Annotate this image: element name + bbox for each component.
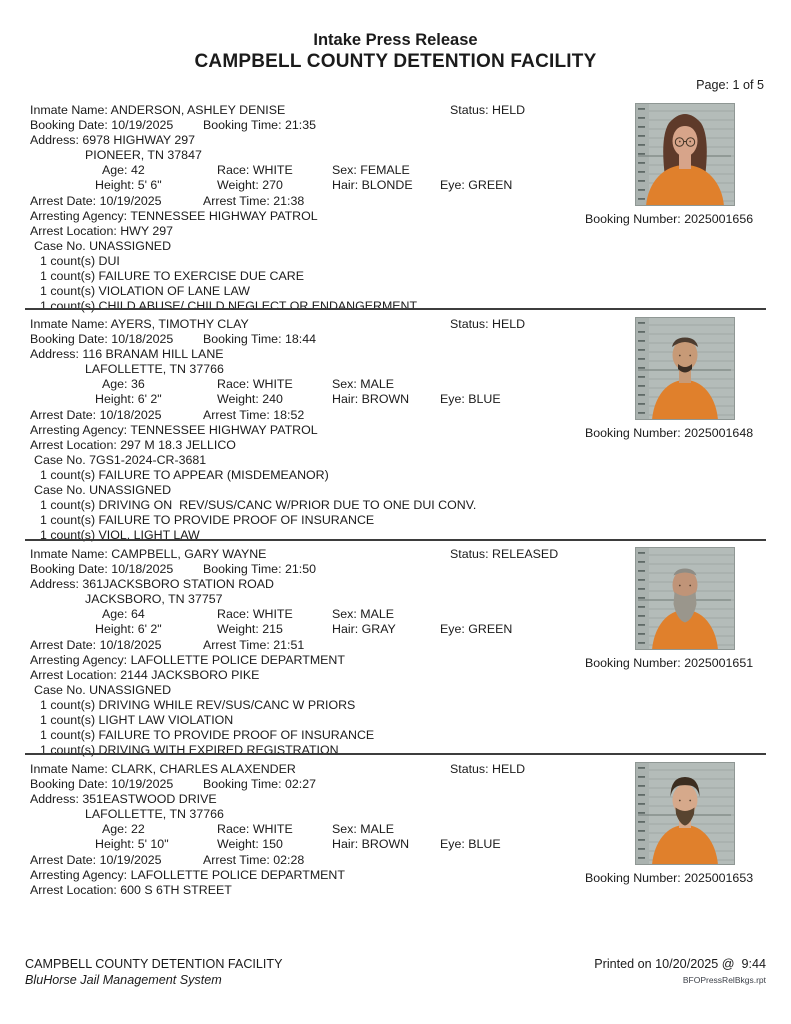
hair-value: BROWN <box>361 837 410 852</box>
height <box>95 392 162 406</box>
hair-label: Hair: <box>332 622 359 637</box>
address-line1-value: 361JACKSBORO STATION ROAD <box>82 577 274 592</box>
mugshot-image <box>635 103 735 206</box>
inmate-name <box>30 547 266 561</box>
booking-number-value: 2025001653 <box>684 871 754 885</box>
hair-label: Hair: <box>332 178 359 193</box>
charge-count-row <box>25 743 766 758</box>
booking-time-value: 21:35 <box>284 118 316 133</box>
arrest-location-value: 2144 JACKSBORO PIKE <box>120 667 260 682</box>
race-label: Race: <box>217 163 250 178</box>
location-row <box>25 438 766 453</box>
status <box>450 547 558 561</box>
mugshot-image <box>635 547 735 650</box>
arrest-location <box>30 668 259 682</box>
eye-label: Eye: <box>440 392 465 407</box>
arrest-date-value: 10/18/2025 <box>99 637 162 652</box>
arrest-location-label: Arrest Location: <box>30 223 117 238</box>
height-value: 5' 10" <box>137 837 169 852</box>
case-number-row <box>25 483 766 498</box>
race-value: WHITE <box>252 607 293 622</box>
inmate-name-label: Inmate Name: <box>30 762 108 776</box>
address <box>30 577 274 591</box>
sex-label: Sex: <box>332 163 357 178</box>
race <box>217 822 293 836</box>
mugshot-photo <box>635 547 735 650</box>
booking-date-label: Booking Date: <box>30 562 108 577</box>
eye <box>440 392 501 406</box>
eye-value: GREEN <box>468 178 513 193</box>
height-value: 6' 2" <box>137 392 162 407</box>
address <box>30 133 195 147</box>
booking-date <box>30 332 173 346</box>
booking-date <box>30 118 173 132</box>
height-value: 6' 2" <box>137 622 162 637</box>
inmate-name-value: ANDERSON, ASHLEY DENISE <box>110 103 286 117</box>
weight-value: 240 <box>262 392 283 407</box>
charge-count-row <box>25 698 766 713</box>
location-row <box>25 224 766 239</box>
hair-value: GRAY <box>361 622 396 637</box>
arrest-date-value: 10/19/2025 <box>99 193 162 208</box>
record-divider <box>25 308 766 310</box>
arrest-date <box>30 194 162 208</box>
status-label: Status: <box>450 317 489 331</box>
age-label: Age: <box>102 822 128 837</box>
sex-value: FEMALE <box>360 163 410 178</box>
arrest-date-value: 10/18/2025 <box>99 407 162 422</box>
eye-label: Eye: <box>440 837 465 852</box>
address-line2-value: LAFOLLETTE, TN 37766 <box>85 807 224 822</box>
hair <box>332 392 409 406</box>
case-number: Case No. UNASSIGNED <box>34 483 172 498</box>
booking-date-value: 10/19/2025 <box>111 777 174 792</box>
arrest-location-label: Arrest Location: <box>30 882 117 897</box>
charges-list <box>25 453 766 544</box>
height <box>95 178 162 192</box>
sex <box>332 377 394 391</box>
arresting-agency-value: LAFOLLETTE POLICE DEPARTMENT <box>130 867 345 882</box>
height-label: Height: <box>95 837 135 852</box>
arrest-location-value: 297 M 18.3 JELLICO <box>120 437 236 452</box>
arresting-agency <box>30 209 318 223</box>
age-value: 42 <box>130 163 145 178</box>
footer-printed: Printed on 10/20/2025 @ 9:44 <box>594 957 766 971</box>
eye <box>440 178 512 192</box>
booking-time-label: Booking Time: <box>203 332 282 347</box>
age-label: Age: <box>102 163 128 178</box>
age <box>102 822 145 836</box>
arrest-date-label: Arrest Date: <box>30 407 97 422</box>
age-value: 36 <box>130 377 145 392</box>
inmate-record <box>25 314 766 543</box>
weight-value: 215 <box>262 622 283 637</box>
eye-label: Eye: <box>440 622 465 637</box>
booking-date-label: Booking Date: <box>30 118 108 133</box>
case-number: Case No. 7GS1-2024-CR-3681 <box>34 452 207 467</box>
status-value: HELD <box>492 103 526 117</box>
inmate-name-value: CAMPBELL, GARY WAYNE <box>111 547 267 561</box>
race <box>217 607 293 621</box>
arrest-time-value: 21:51 <box>273 637 305 652</box>
age-label: Age: <box>102 377 128 392</box>
arrest-date <box>30 638 162 652</box>
eye-value: GREEN <box>468 622 513 637</box>
inmate-name-label: Inmate Name: <box>30 547 108 561</box>
address-line2-value: LAFOLLETTE, TN 37766 <box>85 362 224 377</box>
arrest-time <box>203 194 304 208</box>
arrest-location <box>30 224 173 238</box>
age <box>102 377 145 391</box>
arrest-time <box>203 638 304 652</box>
booking-time <box>203 777 316 791</box>
booking-number <box>585 656 753 670</box>
eye <box>440 837 501 851</box>
case-number: Case No. UNASSIGNED <box>34 238 172 253</box>
charge-count: 1 count(s) VIOLATION OF LANE LAW <box>40 284 251 299</box>
case-number-row <box>25 683 766 698</box>
height <box>95 837 169 851</box>
status-value: HELD <box>492 762 526 776</box>
inmate-name-value: CLARK, CHARLES ALAXENDER <box>111 762 296 776</box>
booking-time-value: 21:50 <box>284 562 316 577</box>
booking-date <box>30 777 173 791</box>
height-label: Height: <box>95 392 135 407</box>
address <box>30 792 217 806</box>
race-label: Race: <box>217 607 250 622</box>
charge-count: 1 count(s) VIOL. LIGHT LAW <box>40 528 200 543</box>
eye-label: Eye: <box>440 178 465 193</box>
arresting-agency-label: Arresting Agency: <box>30 208 128 223</box>
eye-value: BLUE <box>468 392 501 407</box>
charge-count: 1 count(s) FAILURE TO PROVIDE PROOF OF INSURANCE <box>40 513 375 528</box>
arrest-time-value: 21:38 <box>273 193 305 208</box>
arrest-time-label: Arrest Time: <box>203 407 270 422</box>
weight-label: Weight: <box>217 392 259 407</box>
status <box>450 762 525 776</box>
booking-number-value: 2025001656 <box>684 212 754 226</box>
arresting-agency-label: Arresting Agency: <box>30 867 128 882</box>
location-row <box>25 668 766 683</box>
booking-date-value: 10/18/2025 <box>111 332 174 347</box>
eye <box>440 622 512 636</box>
sex-value: MALE <box>360 822 394 837</box>
charge-count-row <box>25 513 766 528</box>
address-line1-value: 116 BRANAM HILL LANE <box>82 347 224 362</box>
arresting-agency <box>30 653 345 667</box>
arresting-agency-value: LAFOLLETTE POLICE DEPARTMENT <box>130 652 345 667</box>
arrest-time-value: 18:52 <box>273 407 305 422</box>
height <box>95 622 162 636</box>
arrest-time-value: 02:28 <box>273 852 305 867</box>
status <box>450 103 525 117</box>
booking-date-value: 10/19/2025 <box>111 118 174 133</box>
sex-value: MALE <box>360 607 394 622</box>
charge-count-row <box>25 728 766 743</box>
race-value: WHITE <box>252 377 293 392</box>
arresting-agency-label: Arresting Agency: <box>30 652 128 667</box>
sex <box>332 163 410 177</box>
address-line1-value: 6978 HIGHWAY 297 <box>82 133 196 148</box>
hair <box>332 837 409 851</box>
weight <box>217 178 283 192</box>
charges-list <box>25 239 766 314</box>
arrest-location-value: 600 S 6TH STREET <box>120 882 232 897</box>
inmate-record <box>25 544 766 758</box>
arrest-date <box>30 853 162 867</box>
booking-number-label: Booking Number: <box>585 871 681 885</box>
charge-count: 1 count(s) DRIVING WITH EXPIRED REGISTRATION <box>40 743 339 758</box>
status-value: HELD <box>492 317 526 331</box>
eye-value: BLUE <box>468 837 501 852</box>
height-label: Height: <box>95 622 135 637</box>
arrest-location <box>30 883 232 897</box>
arrest-date <box>30 408 162 422</box>
charge-count-row <box>25 284 766 299</box>
mugshot-photo <box>635 762 735 865</box>
charge-count-row <box>25 299 766 314</box>
charge-count: 1 count(s) DRIVING WHILE REV/SUS/CANC W PRIORS <box>40 697 356 712</box>
address-line2-value: JACKSBORO, TN 37757 <box>85 592 223 607</box>
footer-facility: CAMPBELL COUNTY DETENTION FACILITY <box>25 957 283 971</box>
mugshot-photo <box>635 317 735 420</box>
charge-count: 1 count(s) CHILD ABUSE/ CHILD NEGLECT OR ENDANGERMENT <box>40 299 418 314</box>
sex-label: Sex: <box>332 377 357 392</box>
inmate-name <box>30 762 296 776</box>
hair-label: Hair: <box>332 392 359 407</box>
age <box>102 607 145 621</box>
booking-number-value: 2025001651 <box>684 656 754 670</box>
charge-count: 1 count(s) LIGHT LAW VIOLATION <box>40 713 234 728</box>
inmate-record <box>25 759 766 898</box>
arrest-time <box>203 408 304 422</box>
inmate-name <box>30 317 249 331</box>
sex-value: MALE <box>360 377 394 392</box>
arrest-date-label: Arrest Date: <box>30 852 97 867</box>
race <box>217 377 293 391</box>
arrest-date-label: Arrest Date: <box>30 637 97 652</box>
booking-number-label: Booking Number: <box>585 212 681 226</box>
booking-date-label: Booking Date: <box>30 332 108 347</box>
hair <box>332 178 413 192</box>
race <box>217 163 293 177</box>
sex-label: Sex: <box>332 822 357 837</box>
charge-count: 1 count(s) FAILURE TO PROVIDE PROOF OF INSURANCE <box>40 728 375 743</box>
mugshot-photo <box>635 103 735 206</box>
address <box>30 347 224 361</box>
arresting-agency <box>30 423 318 437</box>
inmate-name-label: Inmate Name: <box>30 317 108 331</box>
age-label: Age: <box>102 607 128 622</box>
age-value: 22 <box>130 822 145 837</box>
case-number-row <box>25 239 766 254</box>
weight <box>217 837 283 851</box>
weight-label: Weight: <box>217 178 259 193</box>
booking-number-value: 2025001648 <box>684 426 754 440</box>
page-number: Page: 1 of 5 <box>696 78 764 92</box>
address-label: Address: <box>30 792 79 807</box>
arrest-time-label: Arrest Time: <box>203 637 270 652</box>
record-divider <box>25 539 766 541</box>
height-value: 5' 6" <box>137 178 162 193</box>
charges-list <box>25 683 766 758</box>
inmate-name-value: AYERS, TIMOTHY CLAY <box>110 317 249 331</box>
weight-label: Weight: <box>217 837 259 852</box>
mugshot-image <box>635 317 735 420</box>
address-label: Address: <box>30 577 79 592</box>
mugshot-image <box>635 762 735 865</box>
charge-count: 1 count(s) DRIVING ON REV/SUS/CANC W/PRIOR DUE TO ONE DUI CONV. <box>40 498 477 513</box>
arresting-agency <box>30 868 345 882</box>
sex-label: Sex: <box>332 607 357 622</box>
arresting-agency-value: TENNESSEE HIGHWAY PATROL <box>130 422 318 437</box>
booking-number-label: Booking Number: <box>585 656 681 670</box>
charge-count-row <box>25 468 766 483</box>
booking-time <box>203 118 316 132</box>
booking-date-label: Booking Date: <box>30 777 108 792</box>
hair <box>332 622 396 636</box>
arrest-location-label: Arrest Location: <box>30 667 117 682</box>
booking-date-value: 10/18/2025 <box>111 562 174 577</box>
charge-count-row <box>25 498 766 513</box>
weight-value: 150 <box>262 837 283 852</box>
booking-time-value: 02:27 <box>284 777 316 792</box>
arrest-time-label: Arrest Time: <box>203 193 270 208</box>
arrest-time-label: Arrest Time: <box>203 852 270 867</box>
booking-number <box>585 426 753 440</box>
arresting-agency-label: Arresting Agency: <box>30 422 128 437</box>
arrest-location-label: Arrest Location: <box>30 437 117 452</box>
booking-number <box>585 212 753 226</box>
case-number: Case No. UNASSIGNED <box>34 682 172 697</box>
race-label: Race: <box>217 822 250 837</box>
hair-value: BLONDE <box>361 178 413 193</box>
address-label: Address: <box>30 347 79 362</box>
status-label: Status: <box>450 762 489 776</box>
status-label: Status: <box>450 547 489 561</box>
hair-label: Hair: <box>332 837 359 852</box>
footer-report-file: BFOPressRelBkgs.rpt <box>682 975 766 985</box>
height-label: Height: <box>95 178 135 193</box>
booking-time-label: Booking Time: <box>203 777 282 792</box>
status-value: RELEASED <box>492 547 559 561</box>
sex <box>332 822 394 836</box>
sex <box>332 607 394 621</box>
address-line1-value: 351EASTWOOD DRIVE <box>82 792 217 807</box>
race-value: WHITE <box>252 822 293 837</box>
footer-system: BluHorse Jail Management System <box>25 973 222 987</box>
booking-time-value: 18:44 <box>284 332 316 347</box>
address-label: Address: <box>30 133 79 148</box>
booking-time <box>203 332 316 346</box>
age-value: 64 <box>130 607 145 622</box>
booking-time-label: Booking Time: <box>203 562 282 577</box>
case-number-row <box>25 453 766 468</box>
location-row <box>25 883 766 898</box>
arrest-time <box>203 853 304 867</box>
race-value: WHITE <box>252 163 293 178</box>
age <box>102 163 145 177</box>
arrest-date-value: 10/19/2025 <box>99 852 162 867</box>
charge-count-row <box>25 269 766 284</box>
charge-count-row <box>25 528 766 543</box>
document-title: Intake Press Release <box>313 31 478 49</box>
arresting-agency-value: TENNESSEE HIGHWAY PATROL <box>130 208 318 223</box>
arrest-date-label: Arrest Date: <box>30 193 97 208</box>
booking-number <box>585 871 753 885</box>
address-line2-value: PIONEER, TN 37847 <box>85 148 202 163</box>
inmate-record <box>25 100 766 314</box>
charge-count-row <box>25 254 766 269</box>
hair-value: BROWN <box>361 392 410 407</box>
weight-label: Weight: <box>217 622 259 637</box>
inmate-name <box>30 103 285 117</box>
weight-value: 270 <box>262 178 283 193</box>
charge-count: 1 count(s) FAILURE TO EXERCISE DUE CARE <box>40 269 304 284</box>
charge-count-row <box>25 713 766 728</box>
charge-count: 1 count(s) FAILURE TO APPEAR (MISDEMEANOR) <box>40 467 329 482</box>
booking-time-label: Booking Time: <box>203 118 282 133</box>
booking-time <box>203 562 316 576</box>
weight <box>217 392 283 406</box>
arrest-location-value: HWY 297 <box>120 223 174 238</box>
arrest-location <box>30 438 236 452</box>
record-divider <box>25 753 766 755</box>
weight <box>217 622 283 636</box>
facility-title: CAMPBELL COUNTY DETENTION FACILITY <box>194 51 597 72</box>
booking-date <box>30 562 173 576</box>
booking-number-label: Booking Number: <box>585 426 681 440</box>
status <box>450 317 525 331</box>
status-label: Status: <box>450 103 489 117</box>
charge-count: 1 count(s) DUI <box>40 253 120 268</box>
inmate-name-label: Inmate Name: <box>30 103 108 117</box>
race-label: Race: <box>217 377 250 392</box>
